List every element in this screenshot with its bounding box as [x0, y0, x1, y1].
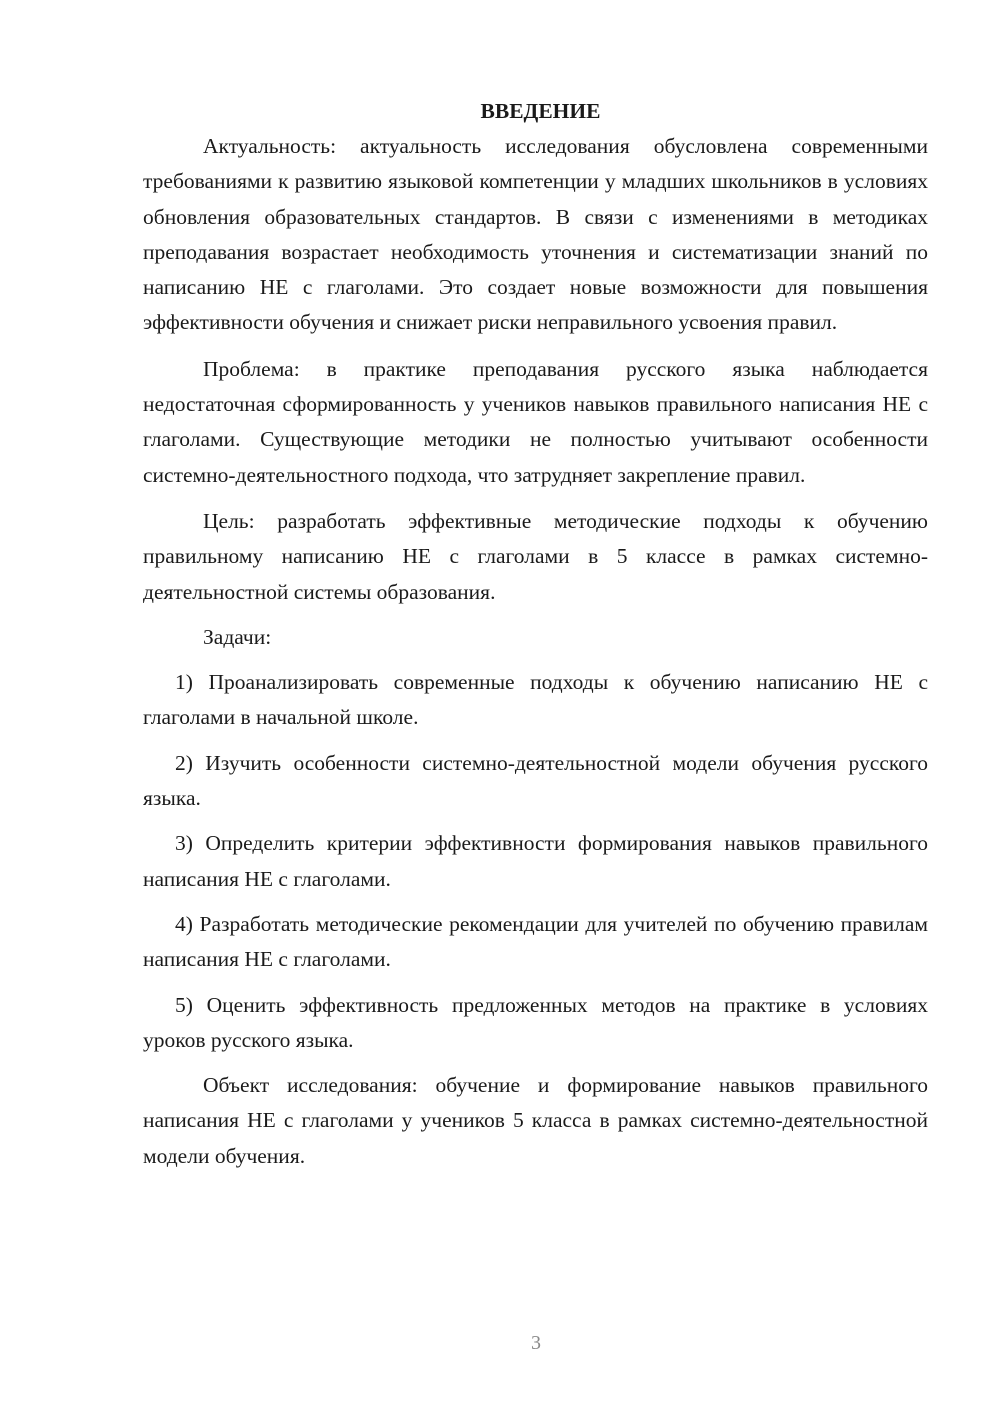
task-item: 3) Определить критерии эффективности формирования навыков правильного написания НЕ с глаголами. [143, 831, 928, 891]
problem-paragraph: Проблема: в практике преподавания русского языка наблюдается недостаточная сформированность у учеников навыков правильного написания НЕ с глаголами. Существующие методики не полностью учитывают особенности системно-деятельностного подхода, что затрудняет закрепление правил. [143, 356, 928, 487]
object-paragraph: Объект исследования: обучение и формирование навыков правильного написания НЕ с глаголами у учеников 5 класса в рамках системно-деятельностной модели обучения. [143, 1073, 928, 1168]
goal-paragraph: Цель: разработать эффективные методические подходы к обучению правильному написанию НЕ с глаголами в 5 классе в рамках системно-деятельностной системы образования. [143, 508, 928, 604]
tasks-list [143, 665, 928, 1058]
relevance-paragraph: Актуальность: актуальность исследования обусловлена современными требованиями к развитию языковой компетенции у младших школьников в условиях обновления образовательных стандартов. В связи с изменениями в методиках преподавания возрастает необходимость уточнения и систематизации знаний по написанию НЕ с глаголами. Это создает новые возможности для повышения эффективности обучения и снижает риски неправильного усвоения правил. [143, 134, 928, 335]
page-number: 3 [531, 1332, 541, 1354]
task-item: 5) Оценить эффективность предложенных методов на практике в условиях уроков русского языка. [143, 992, 928, 1052]
page-title: ВВЕДЕНИЕ [480, 99, 601, 123]
task-item: 4) Разработать методические рекомендации для учителей по обучению правилам написания НЕ с глаголами. [143, 911, 928, 972]
page-content [143, 94, 928, 1174]
task-item: 2) Изучить особенности системно-деятельностной модели обучения русского языка. [143, 750, 928, 811]
task-item: 1) Проанализировать современные подходы к обучению написанию НЕ с глаголами в начальной школе. [143, 670, 928, 730]
tasks-heading: Задачи: [203, 624, 272, 649]
